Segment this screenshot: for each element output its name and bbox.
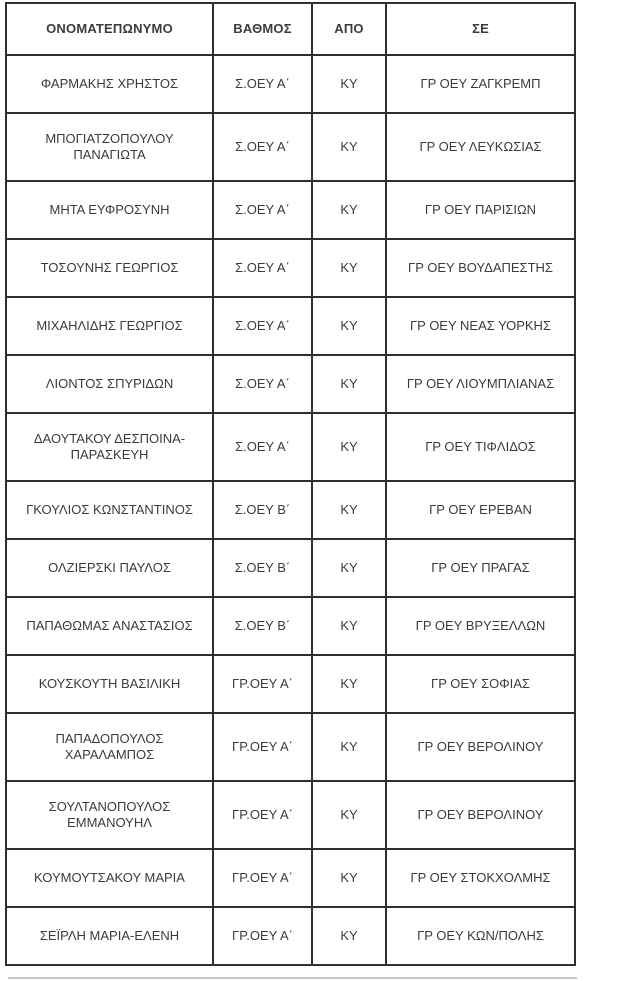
cell-to: ΓΡ ΟΕΥ ΤΙΦΛΙΔΟΣ xyxy=(386,413,575,481)
cell-grade: ΓΡ.ΟΕΥ Α΄ xyxy=(213,849,312,907)
cell-to: ΓΡ ΟΕΥ ΒΕΡΟΛΙΝΟΥ xyxy=(386,713,575,781)
cell-grade: Σ.ΟΕΥ Β΄ xyxy=(213,481,312,539)
cell-name: ΛΙΟΝΤΟΣ ΣΠΥΡΙΔΩΝ xyxy=(6,355,213,413)
cell-to: ΓΡ ΟΕΥ ΚΩΝ/ΠΟΛΗΣ xyxy=(386,907,575,965)
table-row xyxy=(6,297,575,355)
cell-to: ΓΡ ΟΕΥ ΖΑΓΚΡΕΜΠ xyxy=(386,55,575,113)
column-header-to: ΣΕ xyxy=(386,3,575,55)
cell-name: ΓΚΟΥΛΙΟΣ ΚΩΝΣΤΑΝΤΙΝΟΣ xyxy=(6,481,213,539)
cell-from: ΚΥ xyxy=(312,539,386,597)
cell-from: ΚΥ xyxy=(312,413,386,481)
cell-grade: ΓΡ.ΟΕΥ Α΄ xyxy=(213,713,312,781)
table-row xyxy=(6,781,575,849)
table-row xyxy=(6,907,575,965)
cell-name: ΤΟΣΟΥΝΗΣ ΓΕΩΡΓΙΟΣ xyxy=(6,239,213,297)
cell-grade: ΓΡ.ΟΕΥ Α΄ xyxy=(213,781,312,849)
cell-to: ΓΡ ΟΕΥ ΣΤΟΚΧΟΛΜΗΣ xyxy=(386,849,575,907)
cell-grade: Σ.ΟΕΥ Β΄ xyxy=(213,539,312,597)
cell-to: ΓΡ ΟΕΥ ΠΡΑΓΑΣ xyxy=(386,539,575,597)
table-header-row xyxy=(6,3,575,55)
table-row xyxy=(6,413,575,481)
cell-from: ΚΥ xyxy=(312,907,386,965)
cell-from: ΚΥ xyxy=(312,849,386,907)
cell-to: ΓΡ ΟΕΥ ΒΡΥΞΕΛΛΩΝ xyxy=(386,597,575,655)
cell-from: ΚΥ xyxy=(312,597,386,655)
cell-grade: Σ.ΟΕΥ Α΄ xyxy=(213,355,312,413)
cell-from: ΚΥ xyxy=(312,297,386,355)
cell-to: ΓΡ ΟΕΥ ΒΕΡΟΛΙΝΟΥ xyxy=(386,781,575,849)
cell-from: ΚΥ xyxy=(312,239,386,297)
cell-name: ΦΑΡΜΑΚΗΣ ΧΡΗΣΤΟΣ xyxy=(6,55,213,113)
table-row xyxy=(6,597,575,655)
table-row xyxy=(6,55,575,113)
table-row xyxy=(6,539,575,597)
cell-grade: ΓΡ.ΟΕΥ Α΄ xyxy=(213,907,312,965)
cell-name: ΜΗΤΑ ΕΥΦΡΟΣΥΝΗ xyxy=(6,181,213,239)
cell-name: ΠΑΠΑΔΟΠΟΥΛΟΣ ΧΑΡΑΛΑΜΠΟΣ xyxy=(6,713,213,781)
table-row xyxy=(6,713,575,781)
cell-grade: Σ.ΟΕΥ Α΄ xyxy=(213,413,312,481)
cell-grade: Σ.ΟΕΥ Α΄ xyxy=(213,55,312,113)
table-row xyxy=(6,239,575,297)
cell-from: ΚΥ xyxy=(312,113,386,181)
table-row xyxy=(6,849,575,907)
table-row xyxy=(6,355,575,413)
cell-name: ΔΑΟΥΤΑΚΟΥ ΔΕΣΠΟΙΝΑ-ΠΑΡΑΣΚΕΥΗ xyxy=(6,413,213,481)
cell-to: ΓΡ ΟΕΥ ΝΕΑΣ ΥΟΡΚΗΣ xyxy=(386,297,575,355)
cell-name: ΜΙΧΑΗΛΙΔΗΣ ΓΕΩΡΓΙΟΣ xyxy=(6,297,213,355)
cell-name: ΣΟΥΛΤΑΝΟΠΟΥΛΟΣ ΕΜΜΑΝΟΥΗΛ xyxy=(6,781,213,849)
cell-to: ΓΡ ΟΕΥ ΣΟΦΙΑΣ xyxy=(386,655,575,713)
cell-name: ΠΑΠΑΘΩΜΑΣ ΑΝΑΣΤΑΣΙΟΣ xyxy=(6,597,213,655)
cell-from: ΚΥ xyxy=(312,355,386,413)
cell-grade: Σ.ΟΕΥ Α΄ xyxy=(213,181,312,239)
cell-from: ΚΥ xyxy=(312,713,386,781)
cell-grade: Σ.ΟΕΥ Α΄ xyxy=(213,297,312,355)
cell-to: ΓΡ ΟΕΥ ΠΑΡΙΣΙΩΝ xyxy=(386,181,575,239)
cell-name: ΚΟΥΜΟΥΤΣΑΚΟΥ ΜΑΡΙΑ xyxy=(6,849,213,907)
table-row xyxy=(6,181,575,239)
cell-from: ΚΥ xyxy=(312,655,386,713)
cell-name: ΣΕΪΡΛΗ ΜΑΡΙΑ-ΕΛΕΝΗ xyxy=(6,907,213,965)
table-row xyxy=(6,481,575,539)
cell-from: ΚΥ xyxy=(312,55,386,113)
cell-from: ΚΥ xyxy=(312,481,386,539)
cell-to: ΓΡ ΟΕΥ ΒΟΥΔΑΠΕΣΤΗΣ xyxy=(386,239,575,297)
cell-from: ΚΥ xyxy=(312,781,386,849)
cell-grade: Σ.ΟΕΥ Β΄ xyxy=(213,597,312,655)
cell-name: ΚΟΥΣΚΟΥΤΗ ΒΑΣΙΛΙΚΗ xyxy=(6,655,213,713)
table-bottom-shadow xyxy=(8,977,577,979)
column-header-grade: ΒΑΘΜΟΣ xyxy=(213,3,312,55)
cell-from: ΚΥ xyxy=(312,181,386,239)
cell-to: ΓΡ ΟΕΥ ΕΡΕΒΑΝ xyxy=(386,481,575,539)
table-row xyxy=(6,655,575,713)
cell-name: ΟΛΖΙΕΡΣΚΙ ΠΑΥΛΟΣ xyxy=(6,539,213,597)
cell-grade: Σ.ΟΕΥ Α΄ xyxy=(213,239,312,297)
cell-grade: ΓΡ.ΟΕΥ Α΄ xyxy=(213,655,312,713)
cell-name: ΜΠΟΓΙΑΤΖΟΠΟΥΛΟΥ ΠΑΝΑΓΙΩΤΑ xyxy=(6,113,213,181)
cell-to: ΓΡ ΟΕΥ ΛΕΥΚΩΣΙΑΣ xyxy=(386,113,575,181)
table-row xyxy=(6,113,575,181)
column-header-from: ΑΠΟ xyxy=(312,3,386,55)
personnel-transfer-table xyxy=(5,2,576,966)
cell-to: ΓΡ ΟΕΥ ΛΙΟΥΜΠΛΙΑΝΑΣ xyxy=(386,355,575,413)
column-header-name: ΟΝΟΜΑΤΕΠΩΝΥΜΟ xyxy=(6,3,213,55)
cell-grade: Σ.ΟΕΥ Α΄ xyxy=(213,113,312,181)
